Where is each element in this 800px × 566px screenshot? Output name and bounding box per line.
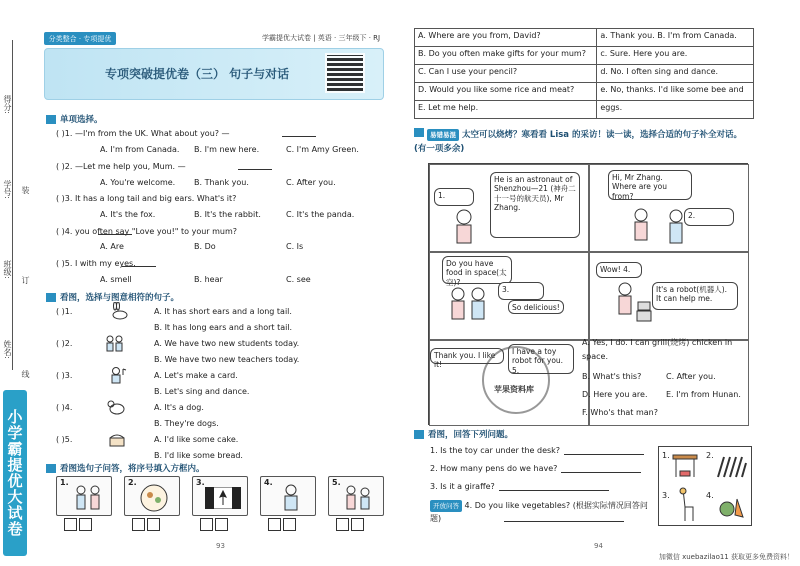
speech-bubble: 3.	[498, 282, 544, 300]
table-cell: C. Can I use your pencil?	[415, 65, 597, 83]
student-id-label: 学号:	[3, 180, 12, 199]
answer-blank[interactable]	[282, 129, 316, 137]
option: C. Is	[286, 242, 304, 251]
section-heading	[414, 428, 513, 440]
table-row	[415, 101, 754, 119]
option: A. It's a dog.	[154, 403, 204, 412]
section-title: 单项选择。	[60, 115, 103, 125]
answer-box[interactable]	[268, 518, 281, 531]
header-strip: 分类整合 · 专项提优	[44, 32, 116, 45]
picture-cell	[56, 476, 112, 516]
section-marker-icon	[46, 464, 56, 473]
section-tag: 易错易混	[427, 129, 459, 141]
option: C. see	[286, 275, 311, 284]
speech-bubble: Thank you. I like it!	[430, 348, 504, 364]
section-marker-icon	[414, 430, 424, 439]
answer-box[interactable]	[283, 518, 296, 531]
table-cell: d. No. I often sing and dance.	[597, 65, 754, 83]
question-stem: ( )5. I with my eyes.	[56, 259, 136, 268]
question-text: 3. Is it a giraffe?	[430, 482, 495, 491]
picture-cell	[328, 476, 384, 516]
answer-box[interactable]	[64, 518, 77, 531]
table-cell: E. Let me help.	[415, 101, 597, 119]
lisa-figure-icon	[626, 206, 656, 246]
table-row	[415, 29, 754, 47]
picture-number: 1.	[60, 478, 69, 487]
page-number: 93	[216, 542, 225, 550]
desk-icon	[671, 451, 699, 481]
vegetables-icon	[717, 491, 747, 521]
name-label: 姓名:	[3, 340, 12, 359]
table-cell: e. No, thanks. I'd like some bee and	[597, 83, 754, 101]
section-title: 太空可以烧烤？寒看看 Lisa 的采访！读一读，选择合适的句子补全对话。(有一项多余)	[414, 130, 742, 154]
speech-bubble: It's a robot(机器人). It can help me.	[652, 282, 738, 310]
helping-icon	[341, 483, 375, 513]
matching-table	[414, 28, 754, 119]
students-icon	[104, 334, 126, 352]
score-label: 得分:	[3, 95, 12, 114]
option: B. Do	[194, 242, 216, 251]
item-number: ( )4.	[56, 403, 73, 412]
table-cell: A. Where are you from, David?	[415, 29, 597, 47]
singing-icon	[106, 366, 128, 384]
question-stem: ( )3. It has a long tail and big ears. What's it?	[56, 194, 237, 203]
option: A. We have two new students today.	[154, 339, 300, 348]
table-cell: D. Would you like some rice and meat?	[415, 83, 597, 101]
option: C. It's the panda.	[286, 210, 355, 219]
section-marker-icon	[46, 115, 56, 124]
section-marker-icon	[46, 293, 56, 302]
choice-option: D. Here you are.	[582, 390, 648, 399]
option: B. Let's sing and dance.	[154, 387, 250, 396]
picture-cell	[260, 476, 316, 516]
option: C. I'm Amy Green.	[286, 145, 359, 154]
question-text: 1. Is the toy car under the desk?	[430, 446, 561, 455]
section-title: 看图选句子问答，将序号填入方框内。	[60, 464, 205, 474]
binding-margin	[0, 0, 34, 566]
stamp-text: 苹果资料库	[494, 385, 534, 394]
answer-box[interactable]	[215, 518, 228, 531]
food-plate-icon	[137, 482, 171, 514]
option: C. After you.	[286, 178, 336, 187]
option: A. You're welcome.	[100, 178, 176, 187]
answer-line[interactable]	[504, 514, 624, 522]
choice-option: E. I'm from Hunan.	[666, 390, 741, 399]
answer-blank[interactable]	[238, 162, 272, 170]
cut-char-1: 装	[21, 186, 30, 194]
speech-bubble: He is an astronaut of Shenzhou—21 (神舟二十一号的航天员), Mr Zhang.	[490, 172, 580, 238]
canada-flag-icon	[205, 487, 241, 509]
box-label: 1.	[662, 451, 670, 460]
item-number: ( )5.	[56, 435, 73, 444]
option: A. It's the fox.	[100, 210, 156, 219]
choice-option: A. Yes, I do. I can grill(烧烤) chicken in space.	[582, 338, 733, 361]
section-marker-icon	[414, 128, 424, 137]
item-number: ( )2.	[56, 339, 73, 348]
stamp-icon	[482, 346, 550, 414]
option: B. Thank you.	[194, 178, 249, 187]
question-text: 4. Do you like vegetables? (根据实际情况回答问题)	[430, 501, 648, 523]
speech-bubble: Hi, Mr Zhang. Where are you from?	[608, 170, 692, 200]
picture-number: 5.	[332, 478, 341, 487]
box-label: 2.	[706, 451, 714, 460]
picture-box	[658, 446, 752, 526]
table-row	[415, 65, 754, 83]
eating-figures-icon	[448, 286, 488, 324]
answer-line[interactable]	[564, 447, 644, 455]
option: B. It's the rabbit.	[194, 210, 261, 219]
picture-number: 4.	[264, 478, 273, 487]
section-heading	[46, 113, 103, 125]
question-stem: ( )1. —I'm from the UK. What about you? —	[56, 129, 230, 138]
option: B. It has long ears and a short tail.	[154, 323, 293, 332]
choice-option: F. Who's that man?	[582, 408, 658, 417]
section-heading	[46, 462, 205, 474]
cut-char-3: 线	[21, 370, 30, 378]
robot-icon	[634, 300, 654, 322]
class-label: 班级:	[3, 260, 12, 279]
item-number: ( )3.	[56, 371, 73, 380]
answer-blank[interactable]	[122, 259, 156, 267]
rabbit-icon	[108, 302, 130, 320]
answer-boxes	[200, 518, 228, 531]
option: A. Let's make a card.	[154, 371, 238, 380]
answer-boxes	[336, 518, 364, 531]
answer-box[interactable]	[79, 518, 92, 531]
page-number: 94	[594, 542, 603, 550]
section-title: 看图，选择与图意相符的句子。	[60, 293, 180, 303]
box-label: 3.	[662, 491, 670, 500]
table-cell: c. Sure. Here you are.	[597, 47, 754, 65]
series-name: 小学霸提优大试卷	[3, 390, 27, 556]
answer-blank[interactable]	[98, 227, 132, 235]
option: B. They're dogs.	[154, 419, 219, 428]
answer-line[interactable]	[561, 465, 641, 473]
answer-box[interactable]	[132, 518, 145, 531]
table-cell: eggs.	[597, 101, 754, 119]
speech-bubble: 2.	[684, 208, 734, 226]
speech-bubble: Do you have food in space(太空)?	[442, 256, 512, 284]
picture-number: 3.	[196, 478, 205, 487]
choice-option: C. After you.	[666, 372, 716, 381]
picture-number: 2.	[128, 478, 137, 487]
header-info: 学霸提优大试卷 | 英语 · 三年级下 · RJ	[262, 34, 381, 42]
astronaut-figure-icon	[664, 208, 688, 248]
answer-box[interactable]	[147, 518, 160, 531]
question	[430, 446, 644, 455]
speech-bubble: I have a toy robot for you. 5.	[508, 344, 574, 374]
qr-code-icon	[325, 53, 365, 93]
option: A. It has short ears and a long tail.	[154, 307, 292, 316]
footer-note: 加微信 xuebazilao11 获取更多免费资料！	[658, 553, 794, 561]
dog-icon	[106, 398, 128, 416]
cake-icon	[106, 430, 128, 448]
cut-line	[12, 40, 13, 370]
answer-boxes	[132, 518, 160, 531]
choice-option: B. What's this?	[582, 372, 642, 381]
title-banner	[44, 48, 384, 100]
option: A. I'd like some cake.	[154, 435, 239, 444]
item-number: ( )1.	[56, 307, 73, 316]
box-label: 4.	[706, 491, 714, 500]
question-stem: ( )4. you often say "Love you!" to your mum?	[56, 227, 238, 236]
page-title: 专项突破提优卷（三） 句子与对话	[105, 67, 290, 81]
cut-char-2: 订	[21, 276, 30, 284]
speech-bubble: Wow! 4.	[596, 262, 642, 278]
table-row	[415, 47, 754, 65]
answer-boxes	[64, 518, 92, 531]
question-tag: 开放问答	[430, 500, 462, 512]
option: B. We have two new teachers today.	[154, 355, 300, 364]
question	[430, 464, 641, 473]
option: A. Are	[100, 242, 124, 251]
option: B. I'm new here.	[194, 145, 260, 154]
pens-icon	[715, 453, 749, 479]
answer-line[interactable]	[499, 483, 609, 491]
option: B. hear	[194, 275, 223, 284]
option: A. I'm from Canada.	[100, 145, 180, 154]
child-icon	[275, 483, 307, 513]
answer-box[interactable]	[336, 518, 349, 531]
option: B. I'd like some bread.	[154, 451, 243, 460]
answer-box[interactable]	[351, 518, 364, 531]
question	[430, 482, 609, 491]
question-text: 2. How many pens do we have?	[430, 464, 558, 473]
table-cell: B. Do you often make gifts for your mum?	[415, 47, 597, 65]
speech-bubble: So delicious!	[508, 300, 564, 314]
option: A. smell	[100, 275, 132, 284]
answer-boxes	[268, 518, 296, 531]
lisa-figure-icon	[444, 208, 484, 248]
section-title: 看图，回答下列问题。	[428, 430, 514, 440]
question-stem: ( )2. —Let me help you, Mum. —	[56, 162, 186, 171]
picture-cell	[124, 476, 180, 516]
speech-bubble: 1.	[434, 188, 474, 206]
table-row	[415, 83, 754, 101]
table-cell: a. Thank you. B. I'm from Canada.	[597, 29, 754, 47]
kids-icon	[71, 483, 105, 513]
giraffe-icon	[673, 487, 699, 523]
answer-box[interactable]	[200, 518, 213, 531]
section-heading	[414, 128, 754, 156]
picture-cell	[192, 476, 248, 516]
